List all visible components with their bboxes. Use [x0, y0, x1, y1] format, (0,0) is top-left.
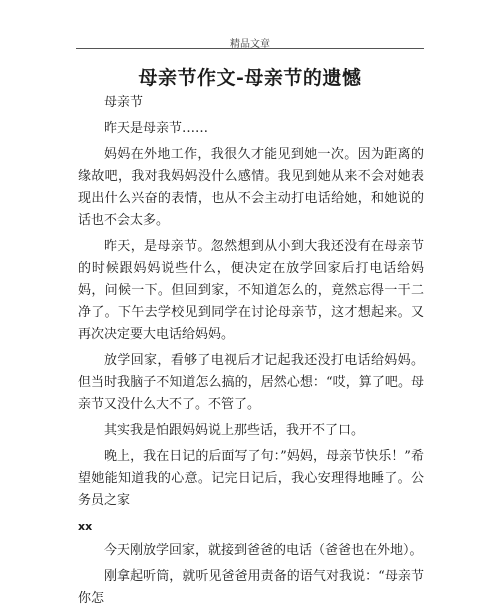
paragraph: 昨天是母亲节…… — [104, 121, 209, 136]
page-header: 精品文章 — [230, 39, 270, 50]
paragraph-marker: xx — [78, 520, 93, 533]
paragraph: 放学回家，看够了电视后才记起我还没打电话给妈妈。但当时我脑子不知道怎么搞的，居然心想：“哎，算了吧。母亲节又没什么大不了。不管了。 — [78, 353, 424, 412]
paragraph: 今天刚放学回家，就接到爸爸的电话（爸爸也在外地）。 — [104, 543, 423, 558]
paragraph: 刚拿起听筒，就听见爸爸用责备的语气对我说：“母亲节你怎 — [78, 569, 424, 606]
header-divider — [76, 48, 424, 49]
paragraph: 母亲节 — [104, 95, 144, 110]
document-body — [78, 92, 424, 614]
document-title: 母亲节作文-母亲节的遗憾 — [138, 67, 362, 89]
paragraph: 晚上，我在日记的后面写了句：”妈妈，母亲节快乐！”希望她能知道我的心意。记完日记后，我心安理得地睡了。公务员之家 — [78, 449, 424, 508]
paragraph: 其实我是怕跟妈妈说上那些话，我开不了口。 — [104, 423, 365, 438]
paragraph: 昨天，是母亲节。忽然想到从小到大我还没有在母亲节的时候跟妈妈说些什么，便决定在放学回家后打电话给妈妈，问候一下。但回到家，不知道怎么的，竟然忘得一干二净了。下午去学校见到同学在讨论母亲节，这才想起来。又再次决定要大电话给妈妈。 — [78, 239, 424, 342]
paragraph: 妈妈在外地工作，我很久才能见到她一次。因为距离的缘故吧，我对我妈妈没什么感情。我见到她从来不会对她表现出什么兴奋的表情，也从不会主动打电话给她，和她说的话也不会太多。 — [78, 147, 424, 228]
